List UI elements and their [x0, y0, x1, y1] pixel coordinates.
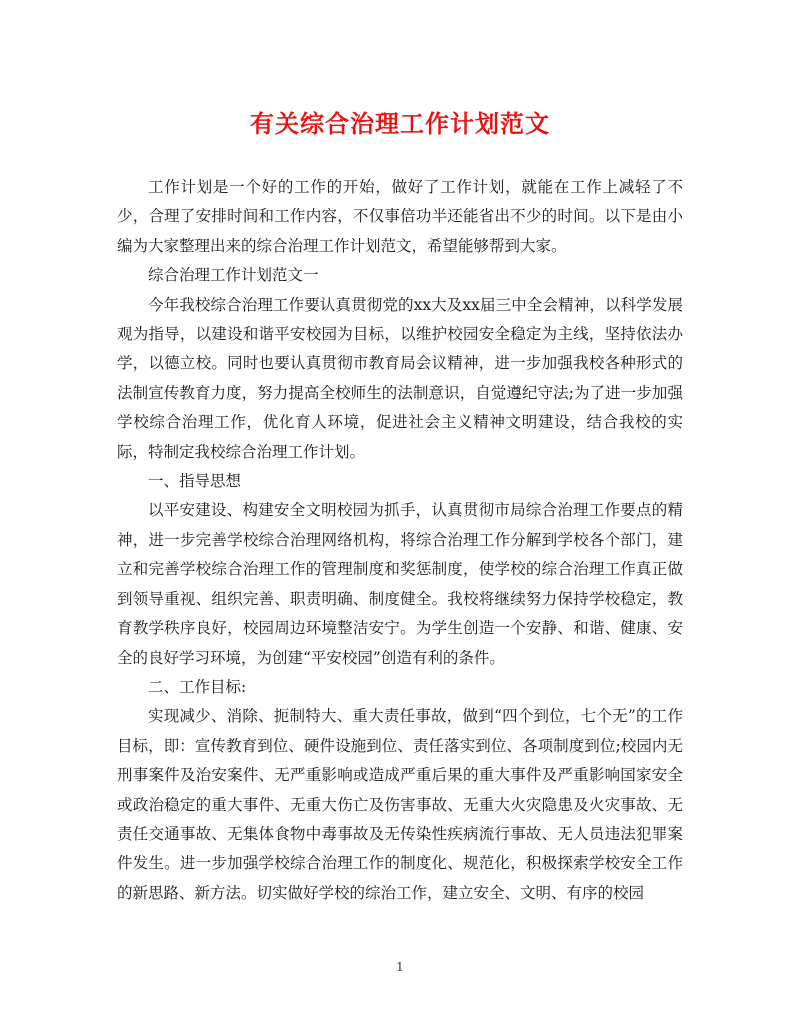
section-heading-guiding-ideology: 一、指导思想 — [148, 472, 242, 491]
page-number: 1 — [396, 960, 404, 974]
document-title: 有关综合治理工作计划范文 — [250, 110, 550, 138]
section-heading-work-goals: 二、工作目标: — [148, 677, 247, 696]
paragraph-work-goals: 实现减少、消除、扼制特大、重大责任事故，做到“四个到位，七个无”的工作目标，即：宣传教育到位、硬件设施到位、责任落实到位、各项制度到位;校园内无刑事案件及治安案件、无严重影响或造成严重后果的重大事件及严重影响国家安全或政治稳定的重大事件、无重大伤亡及伤害事故、无重大火灾隐患及火灾事故、无责任交通事故、无集体食物中毒事故及无传染性疾病流行事故、无人员违法犯罪案件发生。进一步加强学校综合治理工作的制度化、规范化，积极探索学校安全工作的新思路、新方法。切实做好学校的综治工作，建立安全、文明、有序的校园 — [117, 707, 683, 902]
paragraph-guiding-ideology: 以平安建设、构建安全文明校园为抓手，认真贯彻市局综合治理工作要点的精神，进一步完善学校综合治理网络机构，将综合治理工作分解到学校各个部门，建立和完善学校综合治理工作的管理制度和奖惩制度，使学校的综合治理工作真正做到领导重视、组织完善、职责明确、制度健全。我校将继续努力保持学校稳定，教育教学秩序良好，校园周边环境整洁安宁。为学生创造一个安静、和谐、健康、安全的良好学习环境，为创建“平安校园”创造有利的条件。 — [117, 501, 683, 667]
paragraph-intro: 工作计划是一个好的工作的开始，做好了工作计划，就能在工作上减轻了不少，合理了安排时间和工作内容，不仅事倍功半还能省出不少的时间。以下是由小编为大家整理出来的综合治理工作计划范文，希望能够帮到大家。 — [117, 178, 683, 255]
paragraph-plan-overview: 今年我校综合治理工作要认真贯彻党的xx大及xx届三中全会精神，以科学发展观为指导，以建设和谐平安校园为目标，以维护校园安全稳定为主线，坚持依法办学，以德立校。同时也要认真贯彻市教育局会议精神，进一步加强我校各种形式的法制宣传教育力度，努力提高全校师生的法制意识，自觉遵纪守法;为了进一步加强学校综合治理工作，优化育人环境，促进社会主义精神文明建设，结合我校的实际，特制定我校综合治理工作计划。 — [117, 295, 683, 461]
section-heading-plan-one: 综合治理工作计划范文一 — [148, 266, 319, 285]
document-body — [117, 173, 683, 908]
